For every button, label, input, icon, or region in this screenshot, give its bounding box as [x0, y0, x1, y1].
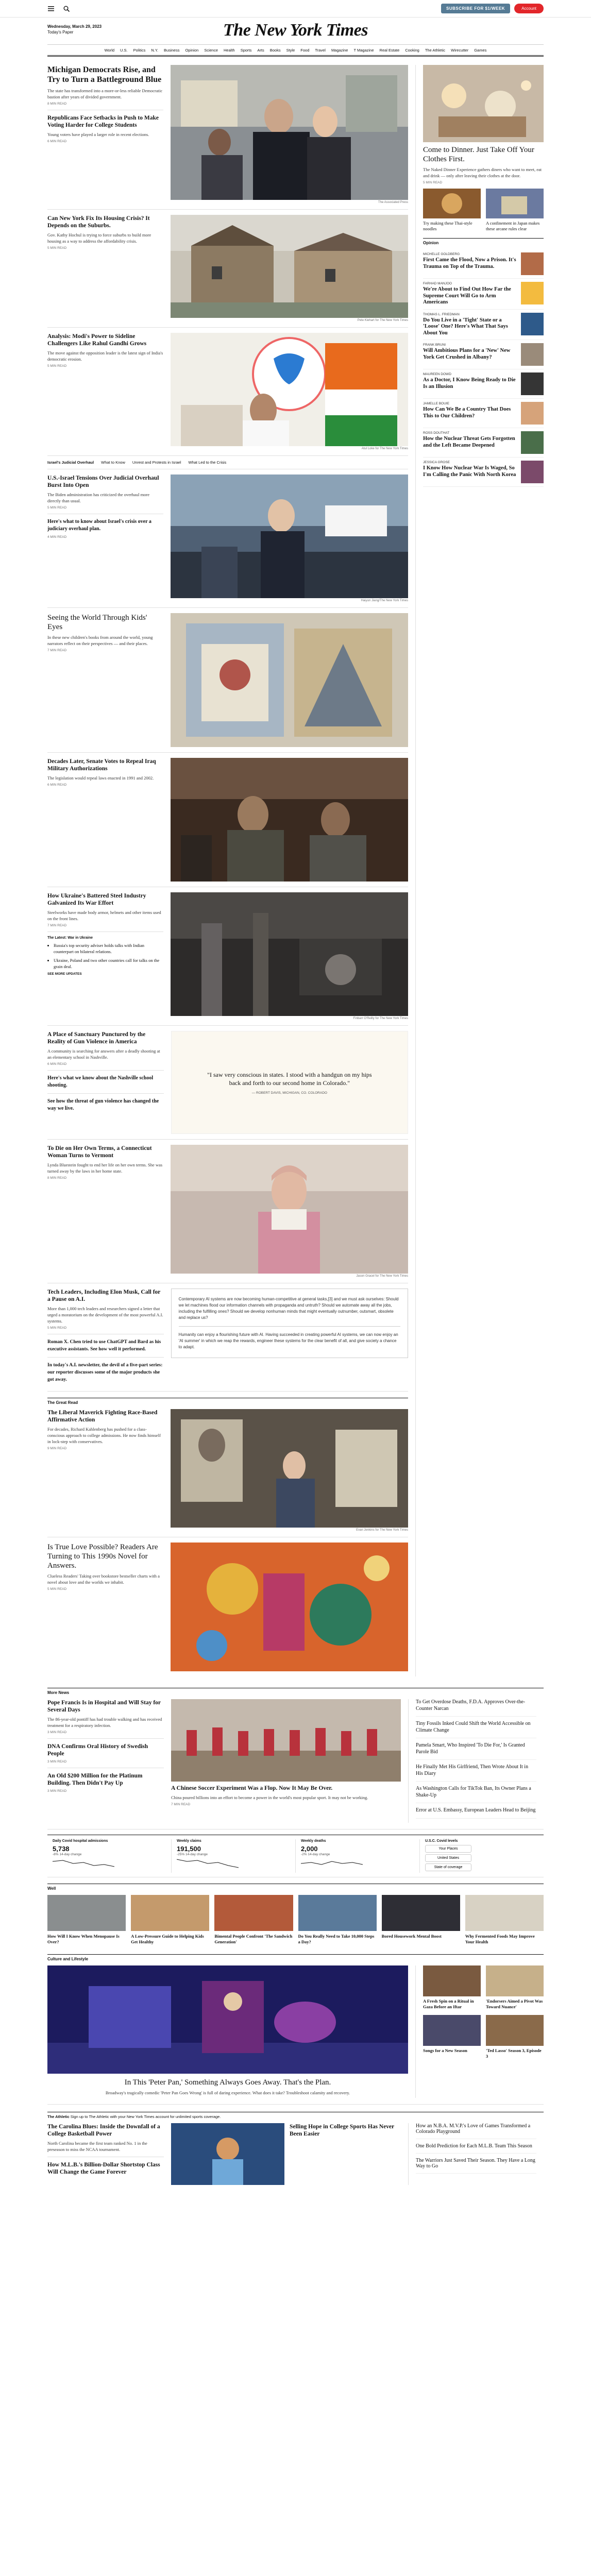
- story-headline[interactable]: One Bold Prediction for Each M.L.B. Team This Season: [416, 2143, 536, 2154]
- israel-tab[interactable]: What Led to the Crisis: [188, 460, 227, 465]
- nav-link-n-y-[interactable]: N.Y.: [151, 47, 159, 53]
- well-photo[interactable]: [465, 1895, 544, 1931]
- story-headline[interactable]: How an N.B.A. M.V.P.'s Love of Games Transformed a Colorado Playground: [416, 2123, 536, 2139]
- opinion-text: [423, 402, 518, 425]
- quote-card[interactable]: [171, 1031, 408, 1134]
- story-headline[interactable]: Pamela Smart, Who Inspired 'To Die For,' Is Granted Parole Bid: [416, 1742, 536, 1760]
- story-headline[interactable]: Songs for a New Season: [423, 2047, 467, 2053]
- stat-title: Daily Covid hospital admissions: [53, 1839, 108, 1843]
- nav-link-u-s-[interactable]: U.S.: [120, 47, 128, 53]
- opinion-headline[interactable]: I Know How Nuclear War Is Waged, So I'm Calling the Panic With North Korea: [423, 465, 516, 478]
- opinion-author: MAUREEN DOWD: [423, 372, 451, 376]
- nav-link-books[interactable]: Books: [269, 47, 281, 53]
- stat-value: 191,500: [177, 1844, 201, 1853]
- lead-headline[interactable]: Michigan Democrats Rise, and Try to Turn a Battleground Blue: [47, 65, 162, 84]
- story-headline[interactable]: 'Endorsers Aimed a Pivot Was Toward Nuance': [486, 1998, 543, 2009]
- story-headline[interactable]: Is True Love Possible? Readers Are Turning to This 1990s Novel for Answers.: [47, 1543, 158, 1570]
- story-headline[interactable]: Bored Housework Mental Boost: [381, 1933, 442, 1939]
- story-headline[interactable]: Roman X. Chen tried to use ChatGPT and Bard as his executive assistants. See how well it performed.: [47, 1340, 161, 1352]
- read-time: 7 MIN READ: [47, 649, 67, 652]
- opinion-author: ROSS DOUTHAT: [423, 431, 450, 435]
- nav-link-real-estate[interactable]: Real Estate: [379, 47, 400, 53]
- culture-photo[interactable]: [423, 2015, 481, 2046]
- story-summary: More than 1,000 tech leaders and researchers signed a letter that urged a moratorium on the development of the most powerful A.I. systems.: [47, 1306, 163, 1324]
- love-novel-illustration[interactable]: [171, 1543, 408, 1671]
- story-headline[interactable]: A confinement in Japan makes these arcane rules clear: [486, 221, 540, 231]
- photo-caption: Atul Loke for The New York Times: [361, 447, 408, 450]
- basketball-photo[interactable]: [171, 2123, 284, 2185]
- read-time: 3 MIN READ: [47, 1789, 67, 1793]
- culture-grid: [423, 1965, 544, 2059]
- well-item[interactable]: [47, 1895, 126, 1945]
- nav-link-science[interactable]: Science: [204, 47, 218, 53]
- nav-link-t-magazine[interactable]: T Magazine: [353, 47, 374, 53]
- read-time: 3 MIN READ: [47, 1760, 67, 1764]
- story-summary: Gov. Kathy Hochul is trying to force suburbs to build more housing as a way to address the affordability crisis.: [47, 232, 151, 244]
- right-column: [416, 65, 544, 1676]
- opinion-label[interactable]: Opinion: [423, 238, 544, 245]
- story-summary: In these new children's books from around the world, young narrators reflect on their perspectives — and their places.: [47, 635, 153, 646]
- opinion-item[interactable]: [423, 310, 544, 341]
- read-time: 6 MIN READ: [47, 140, 67, 143]
- opinion-text: [423, 372, 518, 395]
- story-headline[interactable]: Here's what to know about Israel's crisis over a judiciary overhaul plan.: [47, 519, 151, 532]
- read-time: 4 MIN READ: [47, 535, 67, 539]
- well-item[interactable]: [131, 1895, 209, 1945]
- story-summary: The Biden administration has criticized the overhaul more directly than usual.: [47, 492, 150, 503]
- story-headline[interactable]: A Chinese Soccer Experiment Was a Flop. Now It May Be Over.: [171, 1785, 333, 1791]
- story-headline[interactable]: An Old $200 Million for the Platinum Building. Then Didn't Pay Up: [47, 1773, 143, 1786]
- nav-link-style[interactable]: Style: [286, 47, 295, 53]
- nav-link-cooking[interactable]: Cooking: [405, 47, 419, 53]
- top-stories-row: [47, 63, 544, 1682]
- story-headline[interactable]: A Place of Sanctuary Punctured by the Reality of Gun Violence in America: [47, 1031, 146, 1045]
- noodles-photo[interactable]: [423, 189, 481, 218]
- more-news-label[interactable]: More News: [47, 1688, 544, 1695]
- stat-title: U.S.C. Covid levels: [425, 1839, 458, 1843]
- stat-title: Weekly claims: [177, 1839, 201, 1843]
- story-summary: North Carolina became the first team ranked No. 1 in the preseason to miss the NCAA tournament.: [47, 2140, 147, 2152]
- account-button[interactable]: Account: [514, 4, 544, 13]
- biden-photo[interactable]: [171, 474, 408, 598]
- read-time: 5 MIN READ: [47, 246, 67, 250]
- quote-text: "I saw very conscious in states. I stood with a handgun on my hips back and forth to our second home in Colorado.": [207, 1071, 372, 1087]
- opinion-headline[interactable]: As a Doctor, I Know Being Ready to Die Is an Illusion: [423, 377, 516, 389]
- ukraine-steel-photo[interactable]: [171, 892, 408, 1016]
- story-headline[interactable]: Republicans Face Setbacks in Push to Make Voting Harder for College Students: [47, 115, 159, 128]
- nav-link-business[interactable]: Business: [164, 47, 180, 53]
- masthead: [0, 18, 591, 44]
- opinion-thumbnail[interactable]: [521, 252, 544, 275]
- photo-caption: Jason Gracel for The New York Times: [356, 1275, 408, 1278]
- read-time: 5 MIN READ: [47, 364, 67, 368]
- read-time: 6 MIN READ: [47, 783, 67, 787]
- opinion-text: [423, 313, 518, 337]
- story-headline[interactable]: Can New York Fix Its Housing Crisis? It Depends on the Suburbs.: [47, 215, 150, 229]
- read-time: 8 MIN READ: [47, 1176, 67, 1180]
- well-photo[interactable]: [47, 1895, 126, 1931]
- nyt-logo[interactable]: The New York Times: [223, 21, 368, 40]
- story-headline[interactable]: 'Ted Lasso' Season 3, Episode 3: [486, 2047, 542, 2059]
- stat-period: 14-day change: [59, 1852, 82, 1856]
- culture-label[interactable]: Culture and Lifestyle: [47, 1954, 544, 1961]
- sparkline: [301, 1856, 363, 1870]
- stat-period: 14-day change: [308, 1852, 330, 1856]
- story-headline[interactable]: How M.L.B.'s Billion-Dollar Shortstop Class Will Change the Game Forever: [47, 2161, 160, 2175]
- opinion-author: JESSICA GROSE: [423, 461, 450, 464]
- story-headline[interactable]: To Get Overdose Deaths, F.D.A. Approves Over-the-Counter Narcan: [416, 1699, 536, 1717]
- story-headline[interactable]: He Finally Met His Girlfriend, Then Wrote About It in His Diary: [416, 1764, 536, 1782]
- menu-icon[interactable]: [47, 5, 55, 12]
- opinion-headline[interactable]: First Came the Flood, Now a Prison. It's Trauma on Top of the Trauma.: [423, 257, 516, 269]
- nav-link-opinion[interactable]: Opinion: [185, 47, 199, 53]
- story-summary: China poured billions into an effort to become a power in the world's most popular sport. It may not be working.: [171, 1795, 368, 1800]
- opinion-item[interactable]: [423, 340, 544, 369]
- israel-tab[interactable]: Israel's Judicial Overhaul: [47, 460, 94, 465]
- well-photo[interactable]: [382, 1895, 460, 1931]
- read-time: 7 MIN READ: [47, 924, 67, 927]
- opinion-headline[interactable]: Will Ambitious Plans for a 'New' New York Get Crushed in Albany?: [423, 348, 511, 360]
- section-label[interactable]: The Great Read: [47, 1398, 408, 1405]
- update-item[interactable]: • Russia's top security adviser holds talks with Indian counterpart on bilateral relations.: [54, 942, 163, 955]
- story-summary: Broadway's tragically comedic 'Peter Pan Goes Wrong' is full of daring experience. What does it take? Troubleshoot calamity and recovery.: [105, 2090, 350, 2095]
- photo-caption: Pete Kiehart for The New York Times: [357, 319, 408, 322]
- story-headline[interactable]: Why Fermented Foods May Improve Your Health: [465, 1933, 535, 1944]
- story-summary: The legislation would repeal laws enacted in 1991 and 2002.: [47, 775, 154, 781]
- read-time: 5 MIN READ: [423, 181, 443, 184]
- opinion-thumbnail[interactable]: [521, 402, 544, 425]
- story-headline[interactable]: As Washington Calls for TikTok Ban, Its Owner Plans a Shake-Up: [416, 1786, 536, 1803]
- opinion-item[interactable]: [423, 249, 544, 279]
- lead-summary: The state has transformed into a more-or-less reliable Democratic bastion after years of divided government.: [47, 88, 163, 99]
- story-headline[interactable]: DNA Confirms Oral History of Swedish People: [47, 1743, 148, 1757]
- stat-value: 2,000: [301, 1844, 318, 1853]
- culture-item[interactable]: [486, 1965, 544, 2010]
- story-headline[interactable]: The Carolina Blues: Inside the Downfall of a College Basketball Power: [47, 2123, 160, 2137]
- story-headline[interactable]: U.S.-Israel Tensions Over Judicial Overhaul Burst Into Open: [47, 475, 159, 488]
- photo-caption: Finbarr O'Reilly for The New York Times: [353, 1017, 408, 1020]
- opinion-list: [423, 249, 544, 487]
- culture-photo[interactable]: [423, 1965, 481, 1996]
- opinion-thumbnail[interactable]: [521, 461, 544, 483]
- nav-link-world[interactable]: World: [104, 47, 115, 53]
- sparkline: [53, 1856, 114, 1870]
- story-summary: A community is searching for answers after a deadly shooting at an elementary school in Nashville.: [47, 1048, 160, 1060]
- photo-caption: Haiyun Jiang/The New York Times: [361, 599, 408, 602]
- stat-title: Weekly deaths: [301, 1839, 326, 1843]
- read-time: 3 MIN READ: [47, 1731, 67, 1734]
- nav-link-sports[interactable]: Sports: [240, 47, 252, 53]
- story-headline[interactable]: Seeing the World Through Kids' Eyes: [47, 614, 147, 631]
- read-time: 5 MIN READ: [47, 1587, 67, 1591]
- ai-excerpt-a: Contemporary AI systems are now becoming human-competitive at general tasks,[3] and we must ask ourselves: Should we let machines flood our information channels with propaganda and untruth? Should we automate away all the jobs, including the fulfilling ones? Should we develop nonhuman minds that might eventually outnumber, outsmart, obsolete and replace us?: [178, 1297, 399, 1320]
- culture-photo[interactable]: [486, 1965, 544, 1996]
- update-list: [47, 942, 163, 970]
- nav-link-health[interactable]: Health: [224, 47, 235, 53]
- stat-hospital[interactable]: [47, 1839, 172, 1873]
- covid-level-button[interactable]: United States: [425, 1854, 471, 1862]
- well-item[interactable]: [382, 1895, 460, 1945]
- stat-claims[interactable]: [172, 1839, 296, 1873]
- kahlenberg-photo[interactable]: [171, 1409, 408, 1528]
- covid-level-button[interactable]: Your Places: [425, 1845, 471, 1853]
- culture-photo[interactable]: [486, 2015, 544, 2046]
- nav-link-travel[interactable]: Travel: [315, 47, 326, 53]
- read-time: 7 MIN READ: [171, 1803, 191, 1806]
- well-photo[interactable]: [131, 1895, 209, 1931]
- michigan-photo[interactable]: [171, 65, 408, 200]
- covid-level-button[interactable]: State of coverage: [425, 1863, 471, 1871]
- stat-levels: [420, 1839, 544, 1873]
- todays-paper-link[interactable]: Today's Paper: [47, 30, 74, 35]
- search-icon[interactable]: [63, 5, 70, 12]
- subscribe-button[interactable]: SUBSCRIBE FOR $1/WEEK: [441, 4, 510, 13]
- sparkline: [177, 1856, 239, 1870]
- well-item[interactable]: [465, 1895, 544, 1945]
- story-headline[interactable]: Analysis: Modi's Power to Sideline Challengers Like Rahul Gandhi Grows: [47, 333, 147, 347]
- well-label[interactable]: Well: [47, 1884, 544, 1891]
- story-summary: Clueless Readers' Taking over bookstore bestseller charts with a novel about love and the worlds we inhabit.: [47, 1573, 160, 1585]
- opinion-thumbnail[interactable]: [521, 431, 544, 454]
- story-headline[interactable]: How Ukraine's Battered Steel Industry Galvanized Its War Effort: [47, 893, 146, 906]
- stat-deaths[interactable]: [296, 1839, 420, 1873]
- culture-item[interactable]: [423, 1965, 481, 2010]
- opinion-item[interactable]: [423, 369, 544, 399]
- ai-excerpt-b: Humanity can enjoy a flourishing future with AI. Having succeeded in creating powerful AI systems, we can now enjoy an 'AI summer' in which we reap the rewards, engineer these systems for the clear benefit of all, and give society a chance to adapt.: [179, 1326, 400, 1350]
- japan-photo[interactable]: [486, 189, 544, 218]
- photo-caption: The Associated Press: [378, 201, 408, 204]
- story-summary: For decades, Richard Kahlenberg has pushed for a class-conscious approach to college admissions. He now finds himself in lock-step with conservatives.: [47, 1427, 161, 1444]
- opinion-author: MICHELLE GOLDBERG: [423, 252, 460, 256]
- story-headline[interactable]: In today's A.I. newsletter, the devil of a five-part series: our reporter discusses some of the major products she got away.: [47, 1363, 163, 1382]
- athletic-brand: The Athletic: [47, 2114, 70, 2119]
- story-headline[interactable]: Tech Leaders, Including Elon Musk, Call for a Pause on A.I.: [47, 1289, 161, 1302]
- top-bar: [0, 0, 591, 18]
- israel-tab[interactable]: What to Know: [101, 460, 125, 465]
- story-headline[interactable]: Tiny Fossils Inked Could Shift the World Accessible on Climate Change: [416, 1721, 536, 1738]
- quote-attribution: — ROBERT DAVIS, MICHIGAN, CO. COLORADO: [251, 1091, 327, 1095]
- well-photo[interactable]: [214, 1895, 293, 1931]
- well-item[interactable]: [298, 1895, 377, 1945]
- well-item[interactable]: [214, 1895, 293, 1945]
- opinion-text: [423, 461, 518, 483]
- stat-value: 5,738: [53, 1844, 70, 1853]
- story-summary: Young voters have played a larger role in recent elections.: [47, 132, 149, 137]
- story-headline[interactable]: Come to Dinner. Just Take Off Your Clothes First.: [423, 146, 534, 163]
- section-nav: [47, 44, 544, 57]
- opinion-headline[interactable]: How the Nuclear Threat Gets Forgotten and the Left Became Deepened: [423, 436, 515, 448]
- israel-tab[interactable]: Unrest and Protests in Israel: [132, 460, 181, 465]
- opinion-thumbnail[interactable]: [521, 313, 544, 335]
- story-summary: Lynda Bluestein fought to end her life on her own terms. She was turned away by the laws in her home state.: [47, 1162, 163, 1174]
- opinion-headline[interactable]: How Can We Be a Country That Does This to Our Children?: [423, 406, 511, 419]
- opinion-item[interactable]: [423, 428, 544, 457]
- peter-pan-photo[interactable]: [47, 1965, 408, 2074]
- read-time: 6 MIN READ: [47, 1062, 67, 1066]
- opinion-headline[interactable]: We're About to Find Out How Far the Supreme Court Will Go to Arm Americans: [423, 286, 511, 305]
- read-time: 5 MIN READ: [47, 506, 67, 510]
- story-headline[interactable]: Pope Francis Is in Hospital and Will Stay for Several Days: [47, 1700, 161, 1713]
- opinion-text: [423, 252, 518, 275]
- more-news-list: [409, 1699, 536, 1823]
- opinion-author: FRANK BRUNI: [423, 343, 446, 347]
- story-headline[interactable]: The Warriors Just Saved Their Season. They Have a Long Way to Go: [416, 2158, 536, 2174]
- story-headline[interactable]: The Liberal Maverick Fighting Race-Based Affirmative Action: [47, 1410, 158, 1423]
- story-summary: Steelworks have made body armor, helmets and other items used on the front lines.: [47, 910, 161, 921]
- story-headline[interactable]: See how the threat of gun violence has changed the way we live.: [47, 1098, 159, 1111]
- athletic-tagline: Sign up to The Athletic with your New York Times account for unlimited sports coverage.: [70, 2114, 221, 2119]
- iraq-photo[interactable]: [171, 758, 408, 882]
- nav-link-politics[interactable]: Politics: [133, 47, 146, 53]
- opinion-headline[interactable]: Do You Live in a 'Tight' State or a 'Loose' One? Here's What That Says About You: [423, 317, 508, 336]
- israel-tabs: [47, 456, 408, 469]
- level-buttons: [425, 1845, 538, 1871]
- well-photo[interactable]: [298, 1895, 377, 1931]
- date-text: Wednesday, March 29, 2023: [47, 24, 102, 29]
- housing-photo[interactable]: [171, 215, 408, 318]
- china-soccer-photo[interactable]: [171, 1699, 401, 1782]
- opinion-author: THOMAS L. FRIEDMAN: [423, 312, 460, 316]
- opinion-thumbnail[interactable]: [521, 372, 544, 395]
- read-time: 8 MIN READ: [47, 102, 67, 106]
- story-headline[interactable]: Error at U.S. Embassy, European Leaders Head to Beijing: [416, 1807, 536, 1819]
- opinion-author: JAMELLE BOUIE: [423, 402, 449, 405]
- photo-caption: Evan Jenkins for The New York Times: [356, 1529, 408, 1532]
- story-headline[interactable]: Do You Really Need to Take 10,000 Steps a Day?: [298, 1933, 375, 1944]
- nav-link-arts[interactable]: Arts: [257, 47, 264, 53]
- read-time: 9 MIN READ: [47, 1447, 67, 1450]
- story-summary: The Naked Dinner Experience gathers diners who want to meet, eat and drink — only after leaving their clothes at the door.: [423, 167, 542, 178]
- opinion-author: FARHAD MANJOO: [423, 282, 452, 285]
- nav-link-magazine[interactable]: Magazine: [331, 47, 348, 53]
- story-headline[interactable]: Try making these Thai-style noodles: [423, 221, 472, 231]
- stat-period: 14-day change: [185, 1852, 208, 1856]
- vermont-photo[interactable]: [171, 1145, 408, 1274]
- stat-change: -8%: [53, 1852, 59, 1856]
- opinion-item[interactable]: [423, 457, 544, 487]
- kids-books-illustration[interactable]: [171, 613, 408, 747]
- story-headline[interactable]: How Will I Know When Menopause Is Over?: [47, 1933, 120, 1944]
- story-headline[interactable]: To Die on Her Own Terms, a Connecticut Woman Turns to Vermont: [47, 1145, 152, 1159]
- story-headline[interactable]: In This 'Peter Pan,' Something Always Goes Away. That's the Plan.: [124, 2078, 331, 2087]
- opinion-item[interactable]: [423, 279, 544, 310]
- live-kicker: The Latest: War in Ukraine: [47, 936, 93, 940]
- well-grid: [47, 1895, 544, 1945]
- ai-letter-excerpt[interactable]: [171, 1289, 408, 1358]
- rahul-gandhi-photo[interactable]: [171, 333, 408, 446]
- nav-link-games[interactable]: Games: [474, 47, 487, 53]
- opinion-thumbnail[interactable]: [521, 343, 544, 366]
- opinion-text: [423, 282, 518, 306]
- story-headline[interactable]: A Low-Pressure Guide to Helping Kids Get Healthy: [131, 1933, 204, 1944]
- story-headline[interactable]: Selling Hope in College Sports Has Never Been Easier: [290, 2123, 394, 2137]
- story-summary: The move against the opposition leader is the latest sign of India's democratic erosion.: [47, 350, 163, 362]
- opinion-text: [423, 431, 518, 454]
- opinion-text: [423, 343, 518, 366]
- covid-tracker: [47, 1835, 544, 1877]
- opinion-item[interactable]: [423, 399, 544, 428]
- naked-dinner-photo[interactable]: [423, 65, 544, 142]
- see-more-link[interactable]: SEE MORE UPDATES: [47, 972, 82, 976]
- story-headline[interactable]: Here's what we know about the Nashville school shooting.: [47, 1075, 154, 1088]
- culture-item[interactable]: [486, 2015, 544, 2059]
- stat-change: -25%: [177, 1852, 185, 1856]
- story-headline[interactable]: Decades Later, Senate Votes to Repeal Iraq Military Authorizations: [47, 758, 156, 772]
- nav-link-wirecutter[interactable]: Wirecutter: [451, 47, 469, 53]
- story-summary: The 86-year-old pontiff has had trouble walking and has received treatment for a respiratory infection.: [47, 1717, 162, 1728]
- opinion-thumbnail[interactable]: [521, 282, 544, 304]
- story-headline[interactable]: A Fresh Spin on a Ritual in Gaza Before an Iftar: [423, 1998, 474, 2009]
- story-headline[interactable]: Bimental People Confront 'The Sandwich Generation': [214, 1933, 293, 1944]
- athletic-banner[interactable]: [47, 2112, 544, 2119]
- stat-change: -2%: [301, 1852, 307, 1856]
- culture-item[interactable]: [423, 2015, 481, 2059]
- athletic-list: [409, 2123, 536, 2185]
- update-item[interactable]: • Ukraine, Poland and two other countries call for talks on the grain deal.: [54, 957, 163, 970]
- nav-link-food[interactable]: Food: [300, 47, 310, 53]
- read-time: 5 MIN READ: [47, 1326, 67, 1330]
- nav-link-the-athletic[interactable]: The Athletic: [425, 47, 446, 53]
